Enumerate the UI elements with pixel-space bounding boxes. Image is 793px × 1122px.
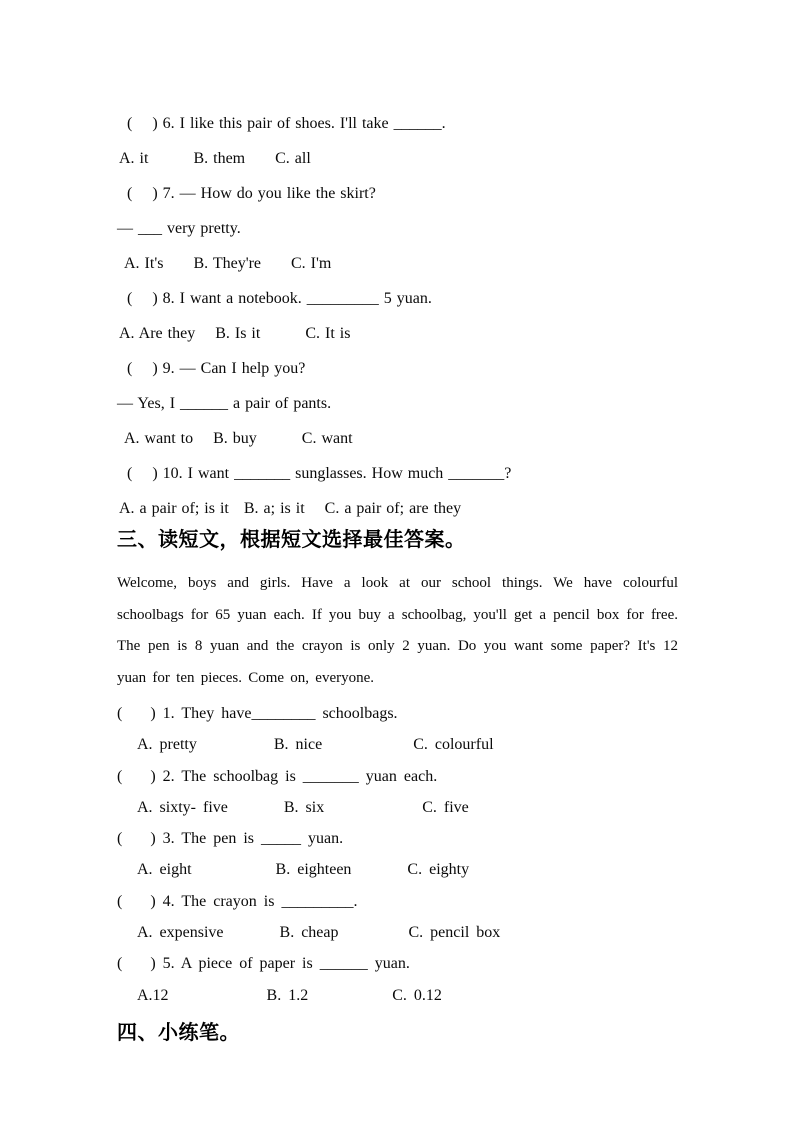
question-line-9: ( ) 9. — Can I help you? [127, 360, 306, 377]
question-line-8: ( ) 8. I want a notebook. _________ 5 yuan. [127, 290, 432, 307]
dialog-line-7: — ___ very pretty. [117, 220, 241, 237]
options-line-6: A. it B. them C. all [119, 150, 311, 167]
question-line-6: ( ) 6. I like this pair of shoes. I'll take ______. [127, 115, 446, 132]
reading-options-1: A. pretty B. nice C. colourful [137, 736, 494, 754]
reading-options-3: A. eight B. eighteen C. eighty [137, 861, 470, 879]
reading-question-4: ( ) 4. The crayon is _________. [117, 892, 358, 910]
section-reading-questions [117, 698, 678, 1011]
dialog-line-9: — Yes, I ______ a pair of pants. [117, 395, 332, 412]
options-line-8: A. Are they B. Is it C. It is [119, 325, 351, 342]
reading-question-2: ( ) 2. The schoolbag is _______ yuan each. [117, 767, 438, 785]
reading-question-5: ( ) 5. A piece of paper is ______ yuan. [117, 955, 410, 973]
reading-question-1: ( ) 1. They have________ schoolbags. [117, 705, 398, 722]
section-multiple-choice [117, 106, 678, 526]
options-line-7: A. It's B. They're C. I'm [119, 255, 332, 272]
reading-options-4: A. expensive B. cheap C. pencil box [137, 924, 501, 942]
options-line-9: A. want to B. buy C. want [119, 430, 353, 447]
options-line-10: A. a pair of; is it B. a; is it C. a pair of; are they [119, 500, 462, 517]
question-line-10: ( ) 10. I want _______ sunglasses. How much _______? [127, 465, 512, 482]
reading-question-3: ( ) 3. The pen is _____ yuan. [117, 830, 344, 848]
question-line-7: ( ) 7. — How do you like the skirt? [127, 185, 376, 202]
reading-options-2: A. sixty- five B. six C. five [137, 798, 469, 816]
section-four-heading: 四、小练笔。 [117, 1021, 240, 1044]
reading-options-5: A.12 B. 1.2 C. 0.12 [137, 986, 442, 1004]
reading-passage: Welcome, boys and girls. Have a look at our school things. We have colourful schoolbags for 65 yuan each. If you buy a schoolbag, you'll get a pencil box for free. The pen is 8 yuan and the crayon is only 2 yuan. Do you want some paper? It's 12 yuan for ten pieces. Come on, everyone. [117, 575, 678, 686]
section-three-heading: 三、读短文，根据短文选择最佳答案。 [117, 529, 466, 551]
